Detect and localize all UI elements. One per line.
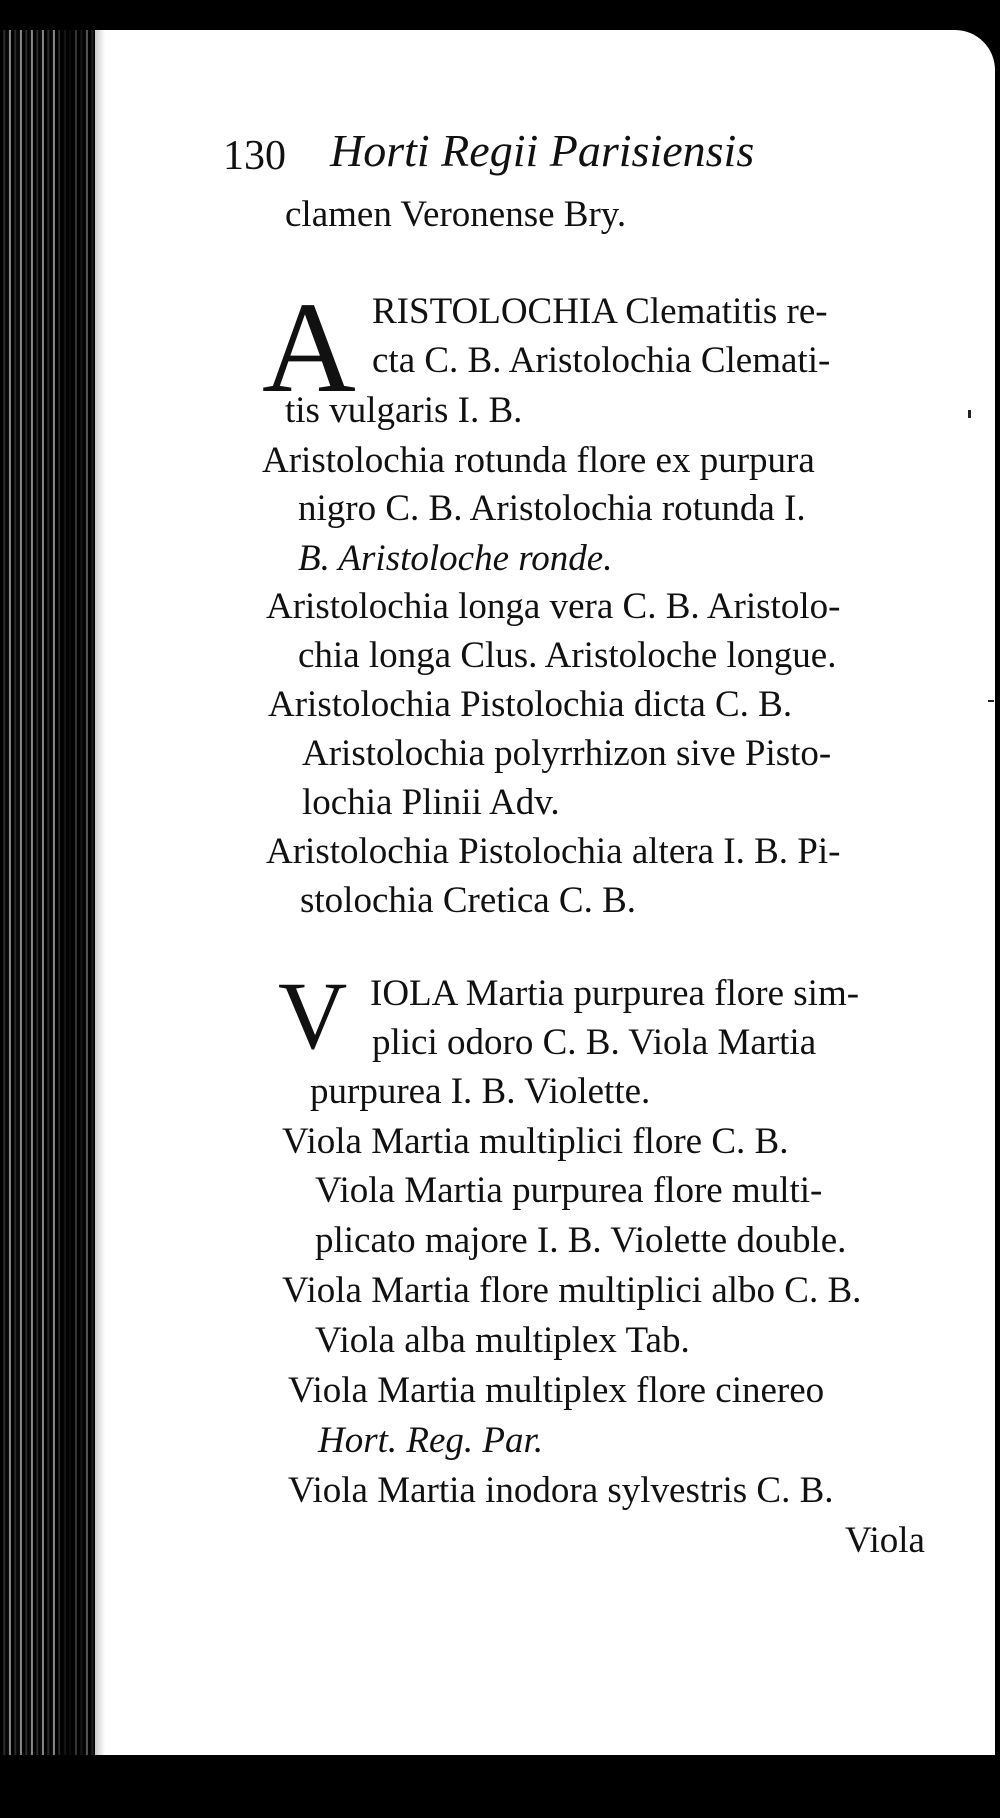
- text-line: Hort. Reg. Par.: [318, 1420, 544, 1461]
- scan-bottom-border: [0, 1755, 1000, 1818]
- text-line: Viola Martia flore multiplici albo C. B.: [282, 1270, 862, 1311]
- text-line: Aristolochia polyrrhizon sive Pisto-: [302, 733, 832, 774]
- text-line: cta C. B. Aristolochia Clemati-: [372, 340, 831, 381]
- binding-shadow: [60, 30, 105, 1755]
- text-line: Viola Martia purpurea flore multi-: [315, 1170, 823, 1211]
- text-line: RISTOLOCHIA Clematitis re-: [372, 291, 828, 332]
- scan-speck: [988, 700, 994, 702]
- scan-top-border: [0, 0, 1000, 30]
- text-line: nigro C. B. Aristolochia rotunda I.: [298, 488, 806, 529]
- text-line: Aristolochia rotunda flore ex purpura: [262, 440, 815, 481]
- text-line: B. Aristoloche ronde.: [298, 538, 613, 579]
- drop-cap-a: A: [262, 276, 356, 420]
- text-line: Viola Martia multiplici flore C. B.: [282, 1121, 789, 1162]
- text-line: lochia Plinii Adv.: [302, 782, 560, 823]
- running-head: Horti Regii Parisiensis: [330, 125, 755, 176]
- drop-cap-v: V: [278, 962, 348, 1069]
- catchword: Viola: [845, 1520, 925, 1561]
- text-line: Aristolochia longa vera C. B. Aristolo-: [266, 586, 841, 627]
- text-line: Viola alba multiplex Tab.: [315, 1320, 690, 1361]
- text-line: IOLA Martia purpurea flore sim-: [370, 973, 860, 1014]
- text-line: Viola Martia multiplex flore cinereo: [288, 1370, 825, 1411]
- text-line: tis vulgaris I. B.: [285, 390, 523, 431]
- page-number: 130: [223, 133, 286, 179]
- scan-speck: [968, 410, 971, 418]
- text-line: purpurea I. B. Violette.: [310, 1071, 651, 1112]
- text-line: Aristolochia Pistolochia dicta C. B.: [268, 684, 793, 725]
- text-line: clamen Veronense Bry.: [285, 194, 627, 235]
- text-line: stolochia Cretica C. B.: [300, 880, 637, 921]
- text-line: plicato majore I. B. Violette double.: [315, 1220, 847, 1261]
- text-line: Viola Martia inodora sylvestris C. B.: [288, 1470, 834, 1511]
- text-line: Aristolochia Pistolochia altera I. B. Pi-: [266, 831, 841, 872]
- text-line: chia longa Clus. Aristoloche longue.: [298, 635, 837, 676]
- text-line: plici odoro C. B. Viola Martia: [372, 1022, 817, 1063]
